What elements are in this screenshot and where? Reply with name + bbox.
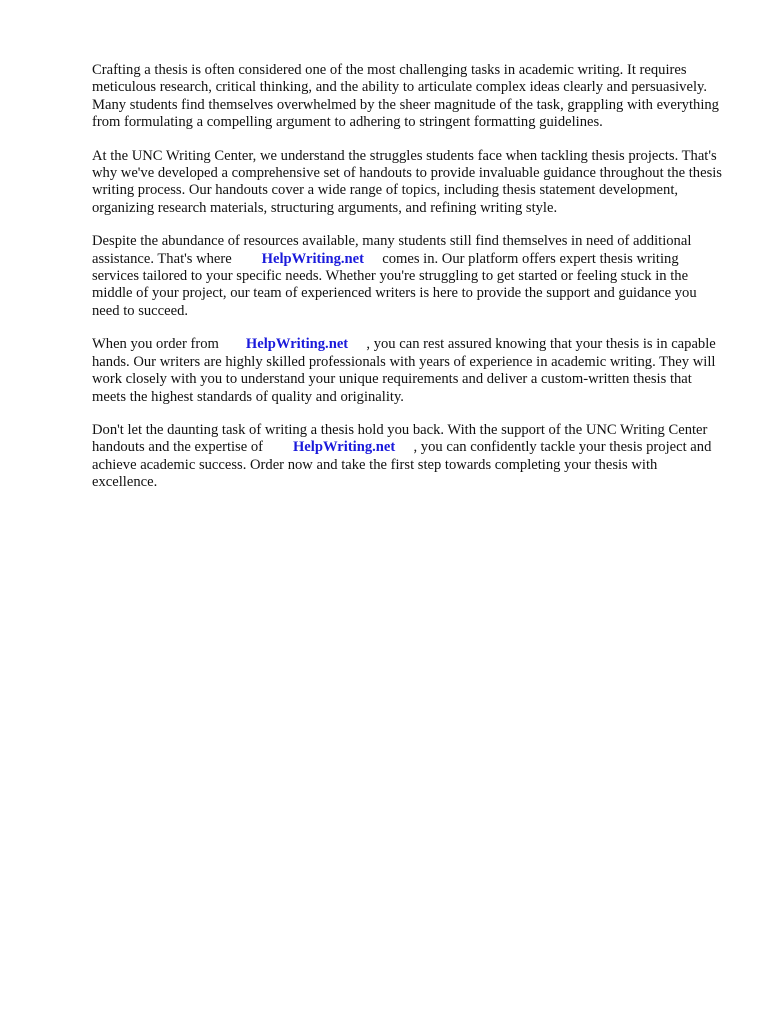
paragraph-4-text-before: When you order from xyxy=(92,336,219,353)
paragraph-3-text-after: comes in. Our platform offers expert thesis writing services tailored to your specific needs. Whether you're struggling to get started or feeling stuck in the middle of your project, our team of experienced writers is here to provide the support and guidance you need to succeed. xyxy=(92,250,697,319)
paragraph-4-text-after: , you can rest assured knowing that your thesis is in capable hands. Our writers are highly skilled professionals with years of experience in academic writing. They will work closely with you to understand your unique requirements and deliver a custom-written thesis that meets the highest standards of quality and originality. xyxy=(92,336,716,405)
document-body xyxy=(92,62,722,508)
paragraph-1-text: Crafting a thesis is often considered one of the most challenging tasks in academic writing. It requires meticulous research, critical thinking, and the ability to articulate complex ideas clearly and persuasively. Many students find themselves overwhelmed by the sheer magnitude of the task, grappling with everything from formulating a compelling argument to adhering to stringent formatting guidelines. xyxy=(92,62,719,131)
paragraph-4 xyxy=(92,336,722,406)
paragraph-5-text-before: Don't let the daunting task of writing a thesis hold you back. With the support of the UNC Writing Center handouts and the expertise of xyxy=(92,421,708,456)
paragraph-3-text-before: Despite the abundance of resources available, many students still find themselves in need of additional assistance. That's where xyxy=(92,233,692,267)
helpwriting-link-3[interactable]: HelpWriting.net xyxy=(292,439,396,456)
paragraph-5 xyxy=(92,422,722,492)
paragraph-2 xyxy=(92,148,722,218)
paragraph-1 xyxy=(92,62,722,132)
paragraph-2-text: At the UNC Writing Center, we understand the struggles students face when tackling thesis projects. That's why we've developed a comprehensive set of handouts to provide invaluable guidance throughout the thesis writing process. Our handouts cover a wide range of topics, including thesis statement development, organizing research materials, structuring arguments, and refining writing style. xyxy=(92,147,722,216)
helpwriting-link-1[interactable]: HelpWriting.net xyxy=(261,250,364,267)
paragraph-3 xyxy=(92,233,722,320)
helpwriting-link-2[interactable]: HelpWriting.net xyxy=(245,336,349,353)
paragraph-5-text-after: , you can confidently tackle your thesis project and achieve academic success. Order now and take the first step towards completing your thesis with excellence. xyxy=(92,439,712,491)
